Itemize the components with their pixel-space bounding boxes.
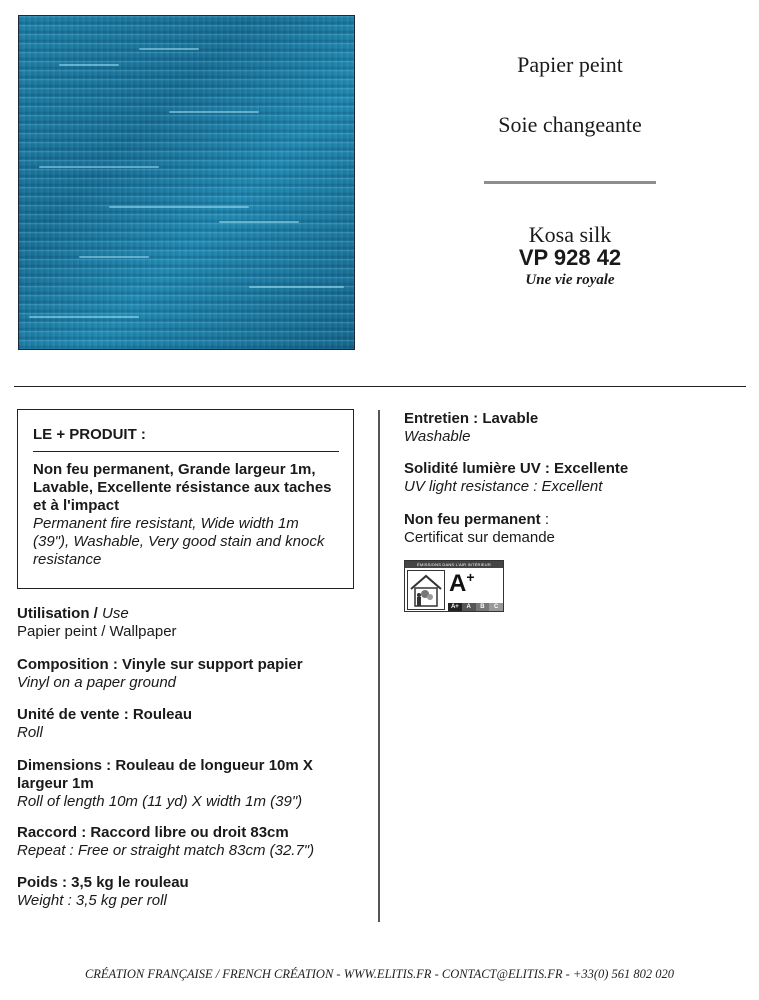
composition-value: Vinyl on a paper ground bbox=[17, 674, 177, 691]
badge-scale bbox=[448, 603, 503, 611]
usage-value: Papier peint / Wallpaper bbox=[17, 623, 177, 640]
house-icon bbox=[407, 570, 445, 610]
repeat-value: Repeat : Free or straight match 83cm (32.7") bbox=[17, 842, 315, 859]
field-usage bbox=[17, 605, 367, 641]
product-highlight-box bbox=[17, 409, 354, 589]
field-weight bbox=[17, 874, 367, 910]
care-label: Entretien : Lavable bbox=[404, 410, 539, 427]
uv-value: UV light resistance : Excellent bbox=[404, 478, 603, 495]
field-repeat bbox=[17, 824, 367, 860]
badge-grade-sup: + bbox=[466, 569, 475, 585]
field-care bbox=[404, 410, 744, 446]
weight-value: Weight : 3,5 kg per roll bbox=[17, 892, 167, 909]
field-sales-unit bbox=[17, 706, 367, 742]
scale-step: A bbox=[462, 603, 476, 611]
scale-step: C bbox=[489, 603, 503, 611]
scale-step: B bbox=[476, 603, 490, 611]
product-reference: VP 928 42 bbox=[518, 245, 622, 270]
column-divider bbox=[378, 410, 380, 922]
highlight-title: LE + PRODUIT : bbox=[33, 426, 339, 452]
product-category: Papier peint bbox=[517, 52, 623, 77]
badge-grade bbox=[449, 569, 503, 603]
usage-label-en: Use bbox=[102, 605, 129, 622]
scale-step: A+ bbox=[448, 603, 462, 611]
sales-unit-label: Unité de vente : Rouleau bbox=[17, 706, 193, 723]
field-dimensions bbox=[17, 757, 347, 811]
product-name: Soie changeante bbox=[498, 112, 642, 137]
footer-contact: CRÉATION FRANÇAISE / FRENCH CRÉATION - WWW.ELITIS.FR - CONTACT@ELITIS.FR - +33(0) 561 802 020 bbox=[84, 967, 675, 981]
field-fire-resistance bbox=[404, 511, 744, 547]
collection-name: Kosa silk bbox=[528, 222, 612, 247]
product-swatch-image bbox=[18, 15, 355, 350]
uv-label: Solidité lumière UV : Excellente bbox=[404, 460, 629, 477]
section-divider bbox=[14, 386, 746, 387]
fire-value: Certificat sur demande bbox=[404, 529, 555, 546]
collection-tagline: Une vie royale bbox=[525, 272, 615, 288]
highlight-text-fr: Non feu permanent, Grande largeur 1m, Lavable, Excellente résistance aux taches et à l'impact bbox=[33, 461, 332, 514]
sales-unit-value: Roll bbox=[17, 724, 43, 741]
dimensions-value: Roll of length 10m (11 yd) X width 1m (39") bbox=[17, 793, 303, 810]
weight-label: Poids : 3,5 kg le rouleau bbox=[17, 874, 189, 891]
highlight-text-en: Permanent fire resistant, Wide width 1m (39"), Washable, Very good stain and knock resistance bbox=[33, 515, 325, 568]
field-composition bbox=[17, 656, 367, 692]
care-value: Washable bbox=[404, 428, 471, 445]
header-divider bbox=[484, 181, 656, 184]
fire-label-suffix: : bbox=[540, 511, 550, 528]
repeat-label: Raccord : Raccord libre ou droit 83cm bbox=[17, 824, 289, 841]
badge-grade-letter: A bbox=[449, 570, 467, 597]
usage-label: Utilisation / bbox=[17, 605, 103, 622]
composition-label: Composition : Vinyle sur support papier bbox=[17, 656, 303, 673]
badge-banner: ÉMISSIONS DANS L'AIR INTÉRIEUR bbox=[405, 561, 503, 568]
dimensions-label: Dimensions : Rouleau de longueur 10m X largeur 1m bbox=[17, 757, 313, 792]
indoor-emissions-badge bbox=[404, 560, 504, 612]
field-uv-resistance bbox=[404, 460, 744, 496]
fire-label: Non feu permanent bbox=[404, 511, 541, 528]
